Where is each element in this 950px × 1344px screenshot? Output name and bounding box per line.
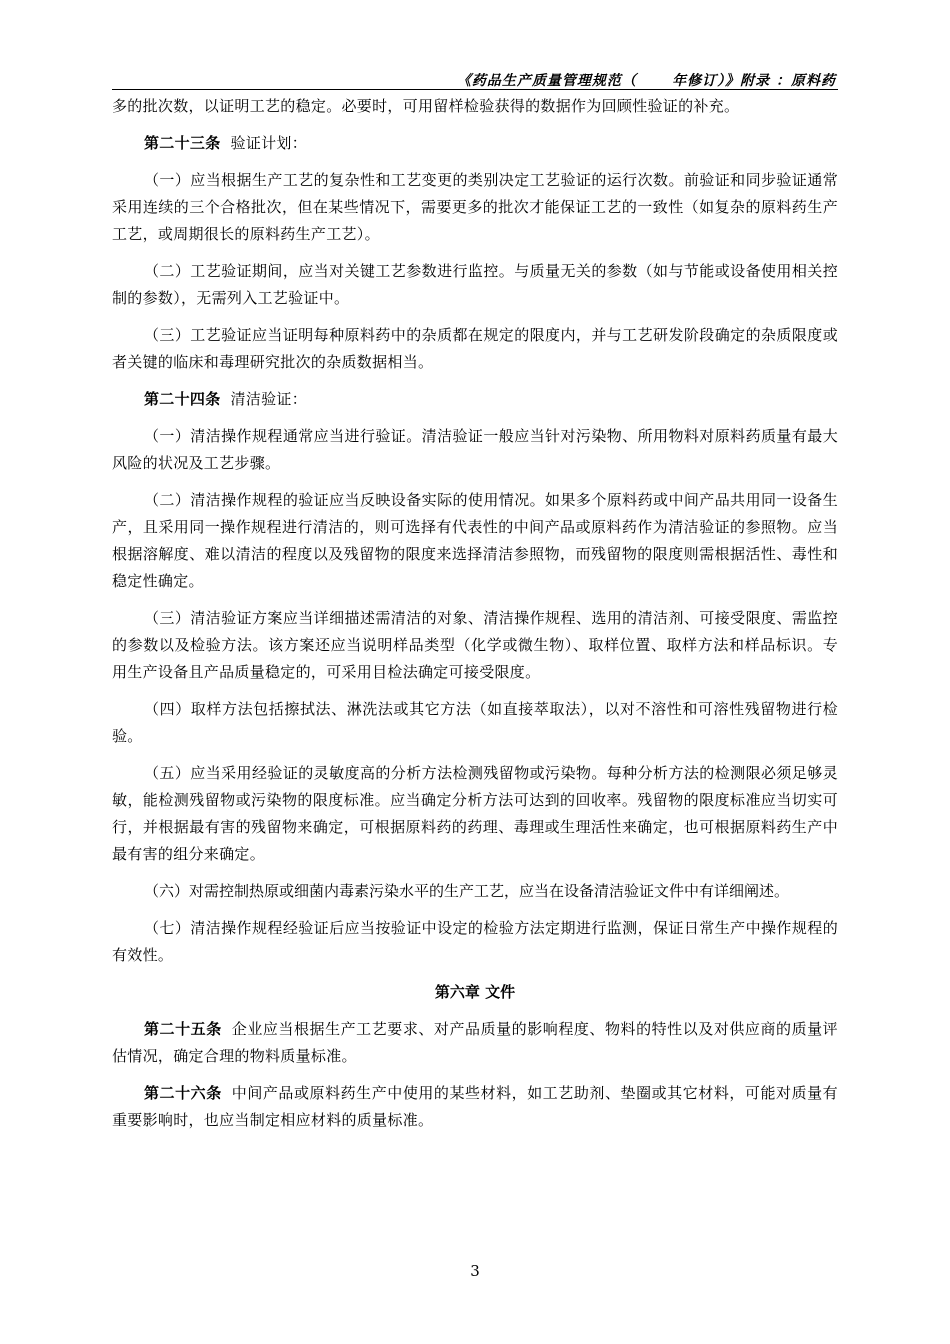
article-paragraph bbox=[112, 1080, 838, 1134]
paragraph-text: （二）工艺验证期间，应当对关键工艺参数进行监控。与质量无关的参数（如与节能或设备使用相关控制的参数），无需列入工艺验证中。 bbox=[112, 262, 838, 307]
paragraph-text: （三）工艺验证应当证明每种原料药中的杂质都在规定的限度内，并与工艺研发阶段确定的杂质限度或者关键的临床和毒理研究批次的杂质数据相当。 bbox=[112, 326, 838, 371]
paragraph-text: （一）应当根据生产工艺的复杂性和工艺变更的类别决定工艺验证的运行次数。前验证和同步验证通常采用连续的三个合格批次，但在某些情况下，需要更多的批次才能保证工艺的一致性（如复杂的原料药生产工艺，或周期很长的原料药生产工艺）。 bbox=[112, 171, 838, 243]
article-number: 第二十五条 bbox=[144, 1020, 222, 1038]
article-paragraph bbox=[112, 1016, 838, 1070]
running-header: 《药品生产质量管理规范（ 年修订）》附录 ：原料药 bbox=[456, 73, 836, 89]
article-title: 清洁验证： bbox=[230, 390, 308, 408]
page-number: 3 bbox=[470, 1262, 480, 1280]
article-number: 第二十六条 bbox=[144, 1084, 222, 1102]
clause-paragraph bbox=[112, 487, 838, 595]
paragraph bbox=[112, 93, 838, 120]
clause-paragraph bbox=[112, 423, 838, 477]
article-23-heading bbox=[112, 130, 838, 157]
article-number: 第二十三条 bbox=[144, 134, 221, 152]
paragraph-text: 中间产品或原料药生产中使用的某些材料，如工艺助剂、垫圈或其它材料，可能对质量有重要影响时，也应当制定相应材料的质量标准。 bbox=[112, 1084, 838, 1129]
paragraph-text: （四）取样方法包括擦拭法、淋洗法或其它方法（如直接萃取法），以对不溶性和可溶性残留物进行检验。 bbox=[112, 700, 838, 745]
clause-paragraph bbox=[112, 167, 838, 248]
document-body bbox=[112, 93, 838, 1144]
clause-paragraph bbox=[112, 915, 838, 969]
paragraph-text: 多的批次数，以证明工艺的稳定。必要时，可用留样检验获得的数据作为回顾性验证的补充。 bbox=[112, 97, 740, 115]
clause-paragraph bbox=[112, 258, 838, 312]
article-24-heading bbox=[112, 386, 838, 413]
paragraph-text: （三）清洁验证方案应当详细描述需清洁的对象、清洁操作规程、选用的清洁剂、可接受限度、需监控的参数以及检验方法。该方案还应当说明样品类型（化学或微生物）、取样位置、取样方法和样品标识。专用生产设备且产品质量稳定的，可采用目检法确定可接受限度。 bbox=[112, 609, 838, 681]
clause-paragraph bbox=[112, 878, 838, 905]
article-title: 验证计划： bbox=[230, 134, 308, 152]
paragraph-text: （六）对需控制热原或细菌内毒素污染水平的生产工艺，应当在设备清洁验证文件中有详细阐述。 bbox=[144, 882, 790, 900]
paragraph-text: （七）清洁操作规程经验证后应当按验证中设定的检验方法定期进行监测，保证日常生产中操作规程的有效性。 bbox=[112, 919, 838, 964]
clause-paragraph bbox=[112, 760, 838, 868]
clause-paragraph bbox=[112, 322, 838, 376]
paragraph-text: （二）清洁操作规程的验证应当反映设备实际的使用情况。如果多个原料药或中间产品共用同一设备生产，且采用同一操作规程进行清洁的，则可选择有代表性的中间产品或原料药作为清洁验证的参照物。应当根据溶解度、难以清洁的程度以及残留物的限度来选择清洁参照物，而残留物的限度则需根据活性、毒性和稳定性确定。 bbox=[112, 491, 838, 590]
clause-paragraph bbox=[112, 696, 838, 750]
paragraph-text: （五）应当采用经验证的灵敏度高的分析方法检测残留物或污染物。每种分析方法的检测限必须足够灵敏，能检测残留物或污染物的限度标准。应当确定分析方法可达到的回收率。残留物的限度标准应当切实可行，并根据最有害的残留物来确定，可根据原料药的药理、毒理或生理活性来确定，也可根据原料药生产中最有害的组分来确定。 bbox=[112, 764, 838, 863]
clause-paragraph bbox=[112, 605, 838, 686]
paragraph-text: （一）清洁操作规程通常应当进行验证。清洁验证一般应当针对污染物、所用物料对原料药质量有最大风险的状况及工艺步骤。 bbox=[112, 427, 838, 472]
header-rule bbox=[112, 89, 838, 90]
paragraph-text: 企业应当根据生产工艺要求、对产品质量的影响程度、物料的特性以及对供应商的质量评估情况，确定合理的物料质量标准。 bbox=[112, 1020, 838, 1065]
article-number: 第二十四条 bbox=[144, 390, 221, 408]
chapter-heading: 第六章 文件 bbox=[434, 983, 516, 1001]
